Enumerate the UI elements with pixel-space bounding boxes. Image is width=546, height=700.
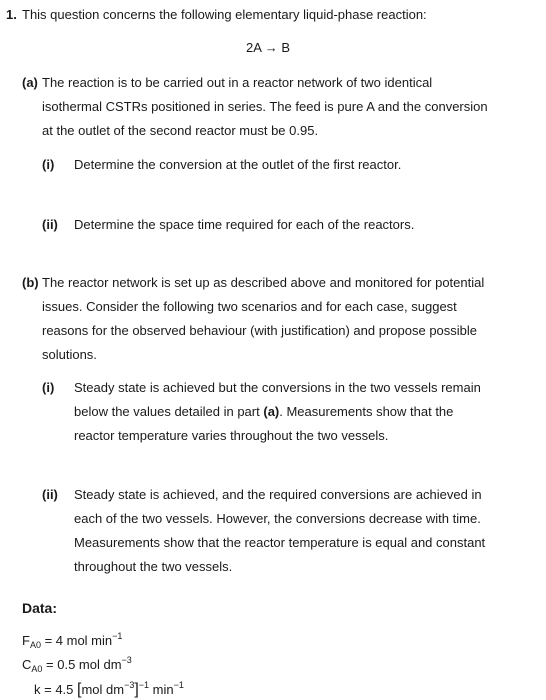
- part-b-sub-i-line-2-pre: below the values detailed in part: [74, 404, 264, 419]
- fa0-exponent: −1: [112, 631, 123, 641]
- data-title: Data:: [22, 600, 58, 616]
- part-b-sub-ii-line-3: Measurements show that the reactor temperature is equal and constant: [74, 535, 486, 550]
- k-unit-exponent: −3: [124, 680, 135, 690]
- k-unit: mol dm: [81, 682, 125, 697]
- part-b-label: (b): [22, 275, 39, 290]
- part-b-sub-i-line-3: reactor temperature varies throughout the two vessels.: [74, 428, 389, 443]
- part-b-sub-ii-line-2: each of the two vessels. However, the conversions decrease with time.: [74, 511, 481, 526]
- part-a-sub-ii-label: (ii): [42, 217, 58, 232]
- data-fa0: [22, 631, 122, 650]
- part-b-sub-i-line-1: Steady state is achieved but the conversions in the two vessels remain: [74, 380, 481, 395]
- part-b-line-1: The reactor network is set up as described above and monitored for potential: [42, 275, 485, 290]
- fa0-subscript: A0: [29, 640, 41, 650]
- ca0-exponent: −3: [121, 655, 132, 665]
- part-b-sub-ii-line-1: Steady state is achieved, and the required conversions are achieved in: [74, 487, 482, 502]
- k-tail-exponent: −1: [173, 680, 184, 690]
- question-number: 1.: [6, 7, 17, 22]
- ca0-value: = 0.5 mol dm: [42, 657, 122, 672]
- part-b-sub-ii-label: (ii): [42, 487, 58, 502]
- reaction-equation: 2A → B: [246, 40, 291, 55]
- part-b-sub-ii-line-4: throughout the two vessels.: [74, 559, 233, 574]
- part-a-label: (a): [22, 75, 38, 90]
- fa0-symbol: F: [22, 633, 30, 648]
- part-b-sub-i-line-2-post: . Measurements show that the: [279, 404, 454, 419]
- question-intro: This question concerns the following elementary liquid-phase reaction:: [22, 7, 427, 22]
- part-a-line-2: isothermal CSTRs positioned in series. The feed is pure A and the conversion: [42, 99, 488, 114]
- part-b-sub-i-line-2: [74, 404, 453, 419]
- data-k: [34, 680, 184, 699]
- part-b-sub-i-label: (i): [42, 380, 55, 395]
- part-a-line-3: at the outlet of the second reactor must be 0.95.: [42, 123, 319, 138]
- data-ca0: [22, 655, 132, 674]
- part-b-line-2: issues. Consider the following two scenarios and for each case, suggest: [42, 299, 457, 314]
- k-open-bracket: [: [77, 681, 82, 698]
- ca0-symbol: C: [22, 657, 32, 672]
- fa0-value: = 4 mol min: [40, 633, 113, 648]
- part-b-line-3: reasons for the observed behaviour (with justification) and propose possible: [42, 323, 478, 338]
- k-lhs: k = 4.5: [34, 682, 77, 697]
- part-a-sub-i-text: Determine the conversion at the outlet of the first reactor.: [74, 157, 402, 172]
- part-a-sub-ii-text: Determine the space time required for each of the reactors.: [74, 217, 415, 232]
- k-tail: min: [149, 682, 174, 697]
- part-a-reference: (a): [263, 404, 280, 419]
- part-a-sub-i-label: (i): [42, 157, 55, 172]
- part-a-line-1: The reaction is to be carried out in a reactor network of two identical: [42, 75, 433, 90]
- ca0-subscript: A0: [31, 664, 43, 674]
- k-bracket-exponent: −1: [138, 680, 150, 690]
- k-close-bracket: ]: [134, 681, 139, 698]
- part-b-line-4: solutions.: [42, 347, 97, 362]
